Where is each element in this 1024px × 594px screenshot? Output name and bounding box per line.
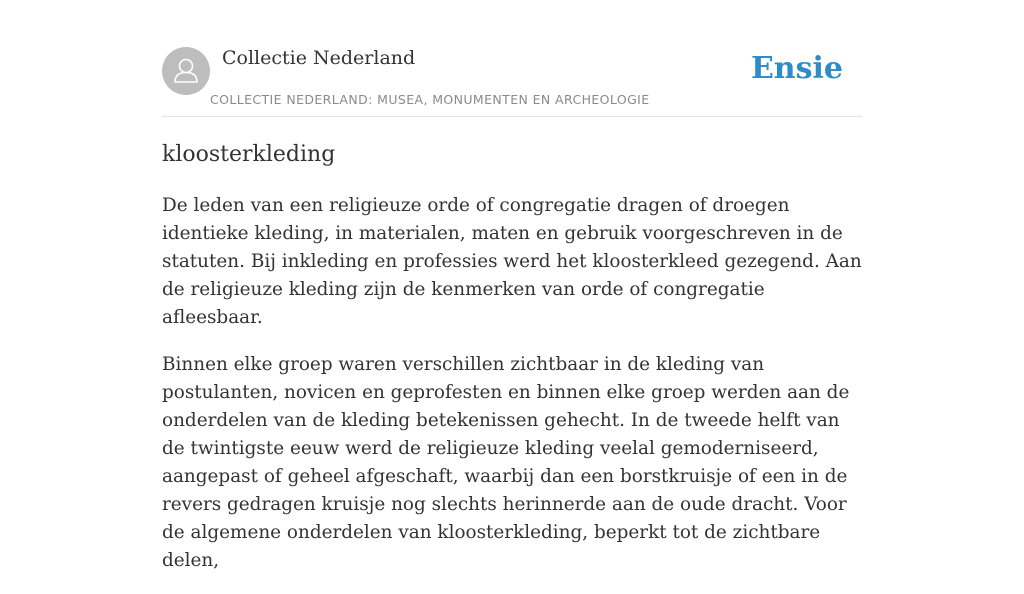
user-avatar-icon[interactable]	[162, 47, 210, 95]
collection-subtitle[interactable]: COLLECTIE NEDERLAND: MUSEA, MONUMENTEN EN ARCHEOLOGIE	[210, 92, 650, 107]
user-outline-icon	[162, 47, 210, 95]
page-header	[162, 45, 862, 117]
article-paragraph-1: De leden van een religieuze orde of congregatie dragen of droegen identieke kleding, in materialen, maten en gebruik voorgeschreven in de statuten. Bij inkleding en professies werd het kloosterkleed gezegend. Aan de religieuze kleding zijn de kenmerken van orde of congregatie afleesbaar.	[162, 195, 862, 328]
article-body	[162, 192, 867, 594]
author-name[interactable]: Collectie Nederland	[222, 47, 416, 69]
article-title: kloosterkleding	[162, 142, 336, 167]
brand-logo[interactable]: Ensie	[750, 51, 843, 86]
article-paragraph-2: Binnen elke groep waren verschillen zichtbaar in de kleding van postulanten, novicen en geprofesten en binnen elke groep werden aan de onderdelen van de kleding betekenissen gehecht. In de tweede helft van de twintigste eeuw werd de religieuze kleding veelal gemoderniseerd, aangepast of geheel afgeschaft, waarbij dan een borstkruisje of een in de revers gedragen kruisje nog slechts herinnerde aan de oude dracht. Voor de algemene onderdelen van kloosterkleding, beperkt tot de zichtbare delen,	[162, 354, 850, 571]
